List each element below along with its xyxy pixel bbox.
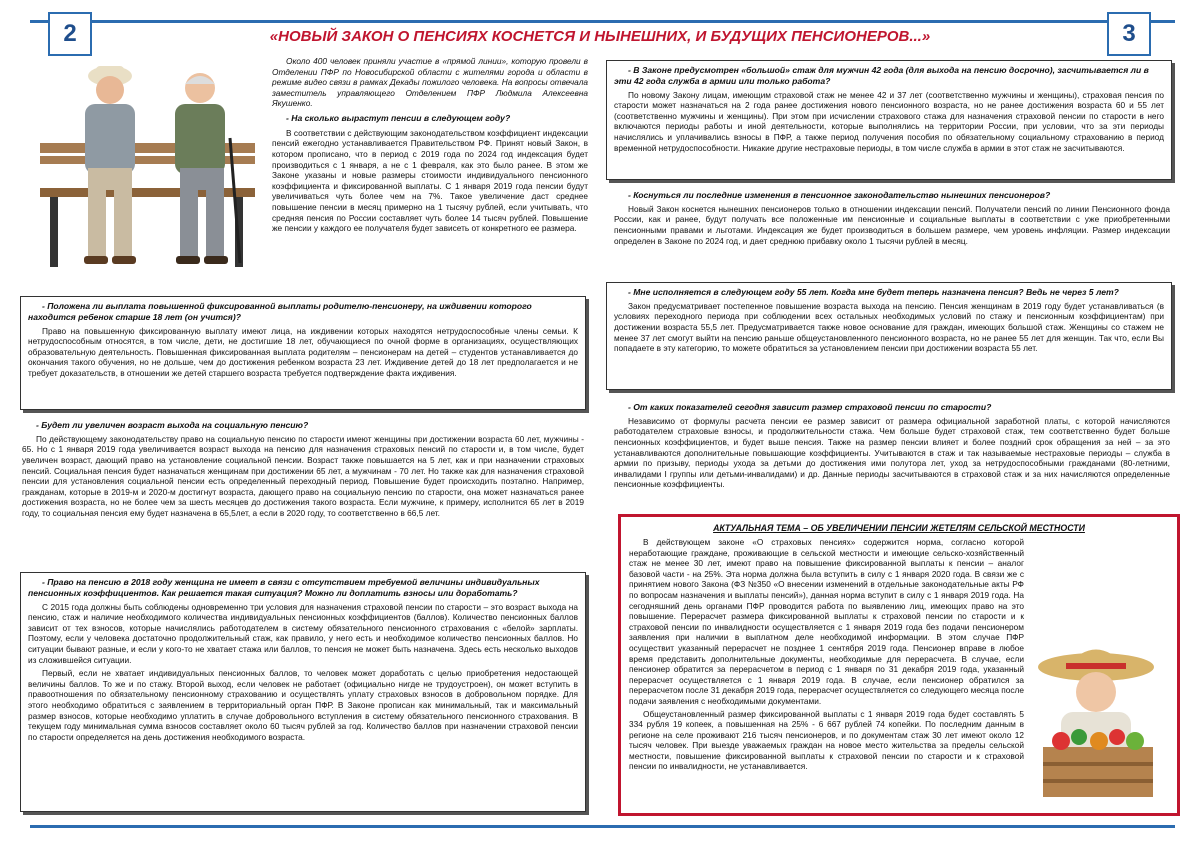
question-insufficient-points: - Право на пенсию в 2018 году женщина не имеет в связи с отсутствием требуемой величины индивидуальных пенсионных коэффициентов. Как решается такая ситуация? Можно ли доплатить взносы или доработать? — [28, 577, 540, 598]
question-fixed-payment: - Положена ли выплата повышенной фиксированной выплаты родителю-пенсионеру, на иждивении которого находится ребенок старше 18 лет (он учится)? — [28, 301, 532, 322]
answer-social-pension: По действующему законодательству право на социальную пенсию по старости имеют женщины при достижении возраста 60 лет, мужчины - 65. Но с 1 января 2019 года увеличивается возраст выхода на пенсию для назначения страховых пенсий по старости и, в том числе, будет увеличен возраст, дающий право на установление социальной пенсии. Возраст также повышается на 5 лет, как и при назначении страховых пенсий. Социальная пенсия будет назначаться женщинам при достижении 65 лет, а мужчинам - 70 лет. Но также как для назначения страховой пенсии для установления социальной пенсии есть определенный переходный период. Повышение будет происходить поэтапно. Например, гражданам, которые в 2019-м и 2020-м достигнут возраста, дающего право на социальную пенсию по старости, она может назначаться ранее достижения возраста, но не более чем за шесть месяцев до достижения такого возраста. Если мужчине, к примеру, исполнится 65 лет в 2019 году, то социальная пенсия ему будет назначена в 65,5лет, а если в 2020 году, то соответственно в 66,5 лет. — [22, 433, 584, 518]
section-pension-size — [614, 402, 1170, 490]
qa-box-fixed-payment — [20, 296, 586, 410]
rural-pension-box — [618, 514, 1180, 816]
intro-lead: Около 400 человек приняли участие в «прямой линии», которую провели в Отделении ПФР по Новосибирской области с жителями города и области в режиме видео связи в рамках Декады пожилого человека. На вопросы отвечала заместитель управляющего Отделением ПФР Людмила Алексеевна Якушенко. — [272, 56, 588, 109]
answer-insufficient-points-1: С 2015 года должны быть соблюдены одновременно три условия для назначения страховой пенсии по старости – это возраст выхода на пенсию, стаж и наличие необходимого количества индивидуальных пенсионных коэффициентов (баллов). Количество пенсионных баллов зависит от тех взносов, которые начислялись работодателем в систему обязательного пенсионного страхования с «белой» зарплаты. Поэтому, если у человека достаточно продолжительный стаж, как правило, у него есть и необходимое количество пенсионных баллов. Но ситуации бывают разные, и если у кого-то не хватает стажа или баллов, то пенсия не может быть назначена. Здесь есть несколько выходов из сложившейся ситуации. — [28, 601, 578, 665]
question-social-pension: - Будет ли увеличен возраст выхода на социальную пенсию? — [36, 420, 309, 430]
qa-box-insufficient-points — [20, 572, 586, 812]
answer-pension-growth: В соответствии с действующим законодательством коэффициент индексации пенсий ежегодно устанавливается Правительством РФ. Принят новый Закон, в котором прописано, что в период с 2019 года по 2024 год индексация будет производиться с 1 января, а не с 1 февраля, как это было ранее. В этом же Законе указаны и новые размеры стоимости индивидуального пенсионного коэффициента и фиксированной выплаты. С 1 января 2019 года пенсии будут увеличиваться чуть более чем на 7%. Такое увеличение даст среднее повышение пенсии в месяц примерно на 1 тысячу рублей, если учитывать, что средняя пенсия по России составляет чуть более 14 тысяч рублей. Повышение же пенсии у каждого ее получателя будет зависеть от конкретного ее размера. — [272, 127, 588, 234]
elderly-woman-photo — [1021, 637, 1171, 807]
question-long-service: - В Законе предусмотрен «большой» стаж для мужчин 42 года (для выхода на пенсию досрочно), засчитывается ли в эти 42 года служба в армии или только работа? — [614, 65, 1149, 86]
answer-current-pensioners: Новый Закон коснется нынешних пенсионеров только в отношении индексации пенсий. Получатели пенсий по линии Пенсионного фонда России, как и ранее, будут получать все положенные им пенсионные и социальные выплаты в соответствии с уже приобретенными пенсионными правами и льготами. Индексация же будет производиться в большем размере, чем уровень инфляции. Размер индексации определен в Законе по 2024 год, и дает среднюю прибавку около 1 тысячи рублей в месяц. — [614, 203, 1170, 246]
elderly-men-photo — [30, 48, 265, 278]
page-title: «НОВЫЙ ЗАКОН О ПЕНСИЯХ КОСНЕТСЯ И НЫНЕШНИХ, И БУДУЩИХ ПЕНСИОНЕРОВ...» — [269, 28, 931, 45]
top-rule — [30, 20, 1175, 23]
question-age-55: - Мне исполняется в следующем году 55 лет. Когда мне будет теперь назначена пенсия? Ведь не через 5 лет? — [628, 287, 1119, 297]
question-pension-size: - От каких показателей сегодня зависит размер страховой пенсии по старости? — [628, 402, 992, 412]
left-page-number: 2 — [48, 12, 92, 56]
qa-box-long-service — [606, 60, 1172, 180]
bottom-rule — [30, 825, 1175, 828]
answer-fixed-payment: Право на повышенную фиксированную выплату имеют лица, на иждивении которых находятся нетрудоспособные члены семьи. К нетрудоспособным относятся, в том числе, дети, не достигшие 18 лет, обучающиеся по очной форме в организациях, осуществляющих образовательную деятельность. Повышенная фиксированная выплата родителям – пенсионерам на детей – студентов устанавливается до окончания такого обучения, но не дольше, чем до достижения ребенком возраста 23 лет. Иждивение детей до 18 лет предполагается и не требует доказательств, в отношении же детей старшего возраста требуется подтверждение факта иждивения. — [28, 325, 578, 378]
right-page-number: 3 — [1107, 12, 1151, 56]
question-pension-growth: - На сколько вырастут пенсии в следующем году? — [286, 112, 511, 123]
rural-pension-text-1: В действующем законе «О страховых пенсиях» содержится норма, согласно которой неработающие граждане, проживающие в сельской местности и имеющие сельско-хозяйственный стаж не менее 30 лет, имеют право на повышение фиксированной выплаты к пенсии – аналог базовой части - на 25%. Эта норма должна была вступить в силу с 1 января 2020 года. В связи же с принятием нового Закона (ФЗ №350 «О внесении изменений в отдельные законодательные акты РФ по вопросам назначения и выплаты пенсий»), данная норма вступит в силу с 1 января 2019 года. На сегодняшний день органами ПФР проводится работа по выявлению лиц, имеющих право на это повышение. Перерасчет размера фиксированной выплаты к страховой пенсии по старости и к страховой пенсии по инвалидности осуществляется с 1 января 2019 года без подачи пенсионером заявления при наличии в выплатном деле необходимой информации. В этом случае ПФР осуществит указанный перерасчет не позднее 1 сентября 2019 года. Пенсионер вправе в любое время представить дополнительные документы, необходимые для перерасчета. В случае, если пенсионер обратится за перерасчетом в период с 1 января по 31 декабря 2019 года, указанный перерасчет осуществляется с 1 января 2019 года. В случае, если пенсионер обратился за перерасчетом после 31 декабря 2019 года, перерасчет осуществляется со следующего месяца после подачи заявления с необходимыми документами. — [629, 537, 1024, 706]
question-current-pensioners: - Коснуться ли последние изменения в пенсионное законодательство нынешних пенсионеров? — [628, 190, 1051, 200]
rural-pension-title: АКТУАЛЬНАЯ ТЕМА – ОБ УВЕЛИЧЕНИИ ПЕНСИИ ЖЕТЕЛЯМ СЕЛЬСКОЙ МЕСТНОСТИ — [713, 523, 1085, 533]
rural-pension-text-2: Общеустановленный размер фиксированной выплаты с 1 января 2019 года будет составлять 5 334 рубля 19 копеек, а повышенная на 25% - 6 667 рублей 74 копейки. По последним данным в регионе на селе проживают 216 тысяч пенсионеров, и по документам стаж 30 лет имеют около 12 тысяч человек. При выезде уважаемых граждан на новое место жительства за пределы сельской местности, повышение фиксированной выплаты к страховой пенсии по старости и к страховой пенсии по инвалидности, не устанавливается. — [629, 708, 1024, 772]
answer-insufficient-points-2: Первый, если не хватает индивидуальных пенсионных баллов, то человек может доработать с целью приобретения недостающей величины баллов. То же и по стажу. Второй выход, если человек не работает (официально нигде не трудоустроен), он может вступить в правоотношения по обязательному пенсионному страхованию и осуществлять уплату страховых взносов в добровольном порядке. Для этого необходимо обратиться с заявлением в территориальный орган ПФР. В Законе прописан как минимальный, так и максимальный размер взносов, которые необходимо уплатить в случае добровольного вступления в систему обязательного пенсионного страхования. В текущем году минимальная сумма взносов составляет около 60 тысяч рублей за год. Количество баллов при назначении страховой пенсии по старости определяется на день достижения необходимого возраста. — [28, 668, 578, 742]
answer-pension-size: Независимо от формулы расчета пенсии ее размер зависит от размера официальной заработной платы, с которой начисляются работодателем страховые взносы, и продолжительности стажа. Чем больше будет страховой стаж, тем соответственно будет больше пенсионных коэффициентов, и будет выше пенсия. Также на размер пенсии влияет и более поздний срок обращения за ней – за это устанавливаются дополнительные повышающие коэффициенты. Учитываются в стаж и так называемые нестраховые периоды – служба в армии по призыву, периоды ухода за детьми до достижения ими полутора лет, уход за нетрудоспособными гражданами (80-летними, инвалидами I группы или детьми-инвалидами) и др. Данные периоды засчитываются в страховой стаж и за них начисляются определенные пенсионные коэффициенты. — [614, 415, 1170, 490]
section-current-pensioners — [614, 190, 1170, 246]
intro-text — [272, 56, 588, 234]
answer-age-55: Закон предусматривает постепенное повышение возраста выхода на пенсию. Пенсия женщинам в 2019 году будет устанавливаться (в условиях переходного периода при соблюдении всех остальных необходимых условий по стажу и пенсионным коэффициентам) при достижении возраста 55,5 лет. Предусматривается также новое основание для граждан, имеющих большой стаж. Женщины со стажем не менее 37 лет смогут выйти на пенсию раньше общеустановленного пенсионного возраста, но не ранее 55 лет для женщин. Так что, если Вы попадаете в эту категорию, то можете обратиться за установлением пенсии при достижении возраста 55 лет. — [614, 300, 1164, 354]
qa-box-age-55 — [606, 282, 1172, 390]
answer-long-service: По новому Закону лицам, имеющим страховой стаж не менее 42 и 37 лет (соответственно мужчины и женщины), страховая пенсия по старости может назначаться на 2 года ранее достижения нового пенсионного возраста, но не ранее достижения возраста 60 и 55 лет (соответственно мужчины и женщины). При этом при исчислении страхового стажа для назначения страховой пенсии по старости в него включаются периоды работы и иной деятельности, которые выполнялись на территории России, при условии, что за эти периоды начислялись и уплачивались взносы в ПФР, а также период получения пособия по обязательному социальному страхованию в период временной нетрудоспособности. Никакие другие нестраховые периоды, в том числе служба в армии в этот стаж не засчитываются. — [614, 89, 1164, 153]
section-social-pension — [22, 420, 584, 519]
